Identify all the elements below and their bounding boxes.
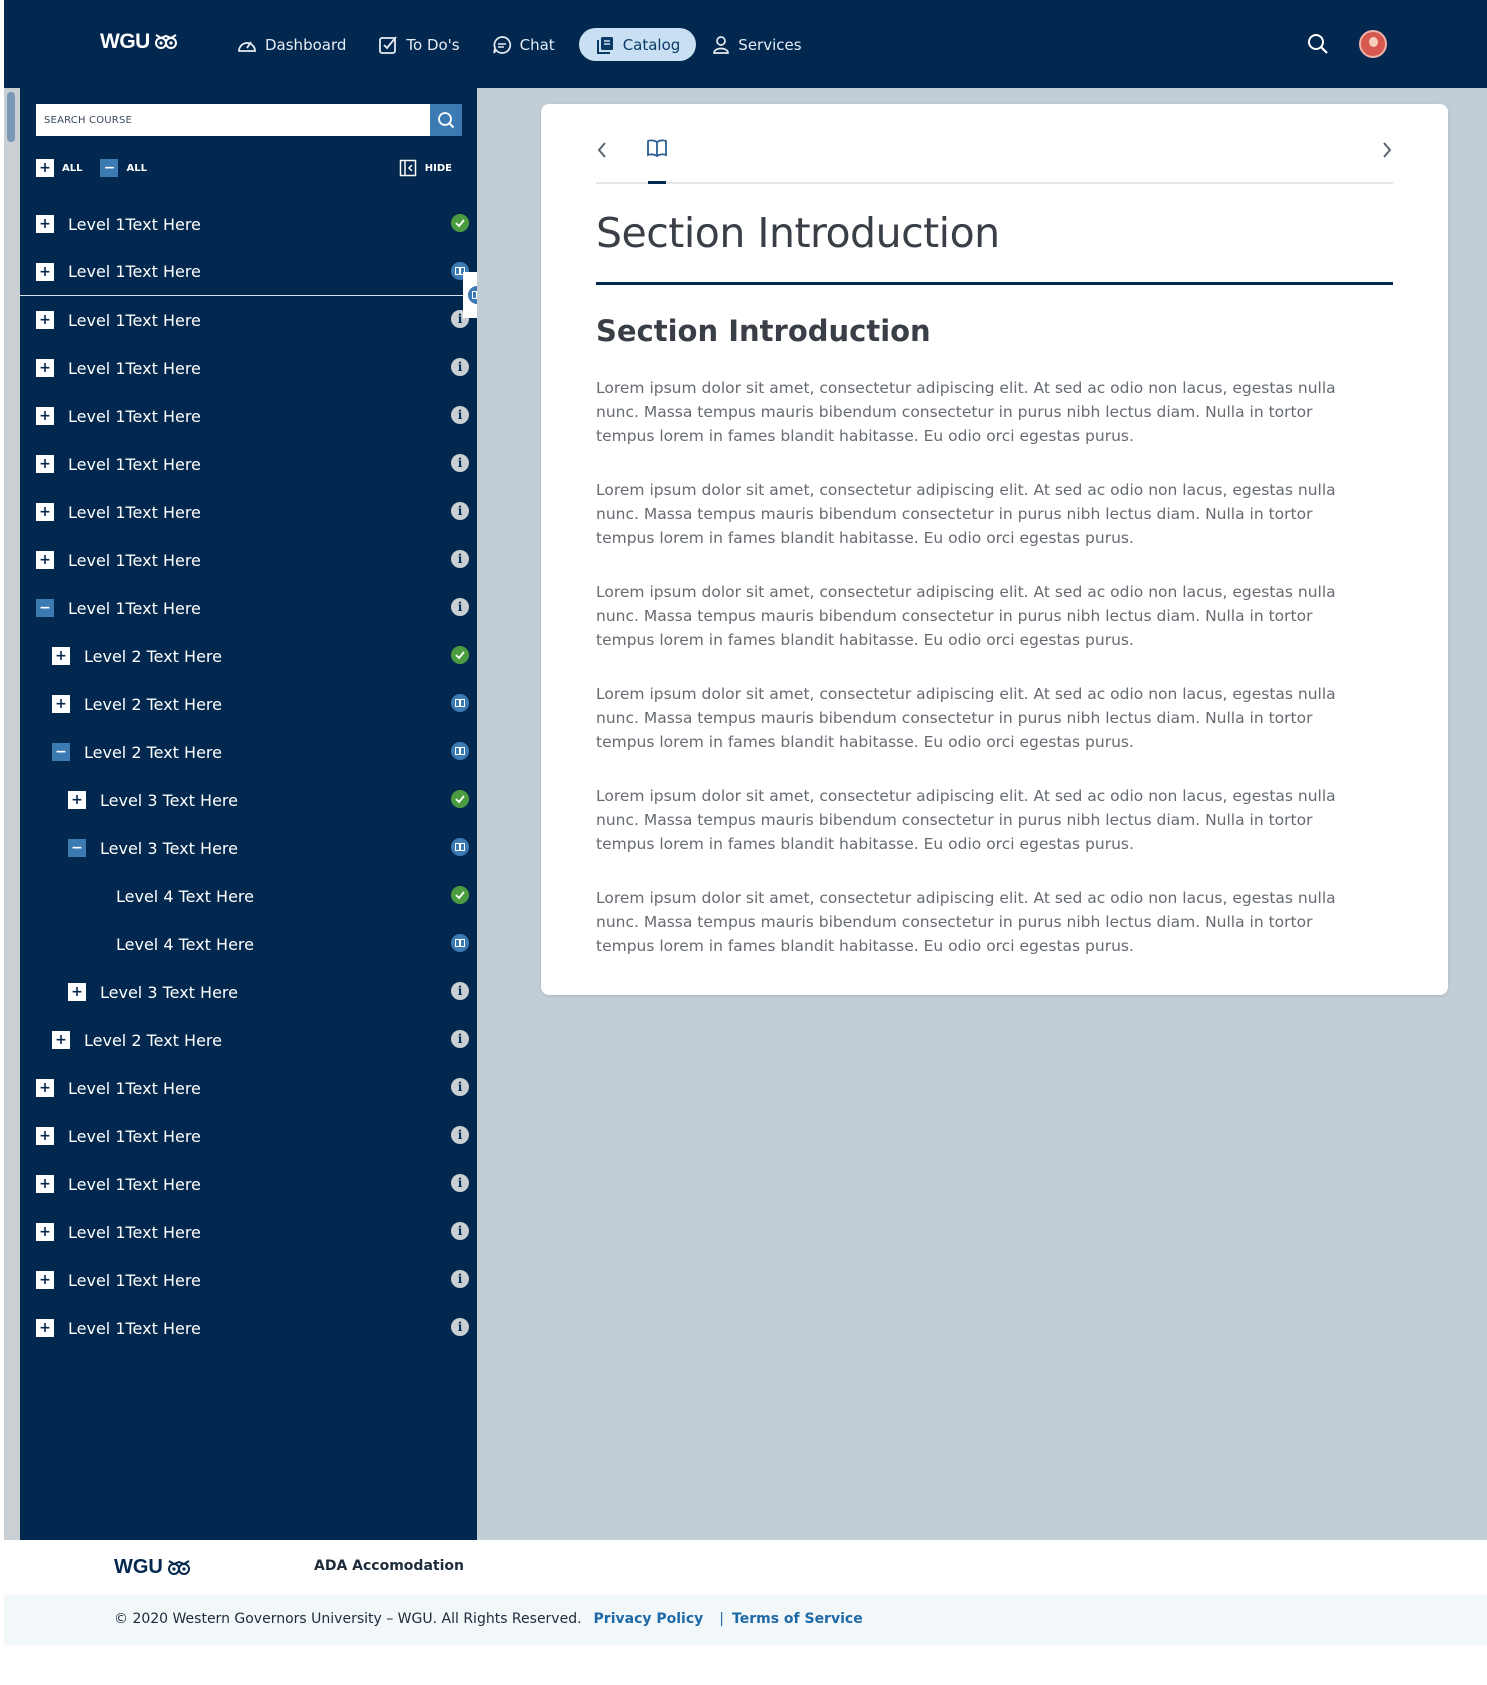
info-icon: i [451, 550, 469, 568]
course-search [36, 104, 462, 136]
info-icon: i [451, 358, 469, 376]
search-icon [437, 111, 455, 129]
title-divider [596, 282, 1393, 285]
info-icon: i [451, 982, 469, 1000]
info-icon: i [451, 1030, 469, 1048]
sidebar-scrollbar[interactable] [4, 88, 20, 1540]
hide-sidebar-button[interactable] [399, 159, 452, 177]
expand-node-icon[interactable]: + [36, 503, 54, 521]
tree-row-level-1[interactable] [20, 200, 477, 248]
expand-all-button[interactable] [36, 159, 82, 177]
tree-row-level-3[interactable] [20, 776, 477, 824]
tree-row-level-3[interactable] [20, 968, 477, 1016]
expand-node-icon[interactable]: + [36, 215, 54, 233]
nav-chat[interactable] [484, 28, 571, 61]
expand-node-icon[interactable]: + [36, 1175, 54, 1193]
nav-catalog[interactable] [579, 28, 697, 61]
panel-collapse-icon [399, 159, 417, 177]
person-icon [712, 35, 730, 55]
owl-icon [154, 33, 178, 51]
search-course-input[interactable]: SEARCH COURSE [36, 104, 430, 136]
info-icon: i [451, 406, 469, 424]
book-icon[interactable] [646, 138, 668, 158]
tree-row-label: Level 1Text Here [68, 1318, 201, 1338]
nav-dashboard-label: Dashboard [265, 35, 347, 54]
info-icon: i [451, 1318, 469, 1336]
tree-row-label: Level 2 Text Here [84, 646, 222, 666]
expand-node-icon[interactable]: + [36, 359, 54, 377]
minus-icon: − [100, 159, 118, 177]
tree-row-label: Level 1Text Here [68, 406, 201, 426]
tree-row-level-3[interactable] [20, 824, 477, 872]
tree-row-level-1[interactable] [20, 1160, 477, 1208]
logo-text: WGU [100, 30, 150, 53]
expand-node-icon[interactable]: + [36, 1319, 54, 1337]
checkbox-icon [378, 35, 398, 55]
tree-row-label: Level 1Text Here [68, 1174, 201, 1194]
info-icon: i [451, 1270, 469, 1288]
tree-row-level-1[interactable] [20, 1256, 477, 1304]
nav-services[interactable] [704, 28, 817, 61]
tree-row-label: Level 1Text Here [68, 358, 201, 378]
expand-node-icon[interactable]: + [52, 1031, 70, 1049]
info-icon: i [451, 310, 469, 328]
search-course-button[interactable] [430, 104, 462, 136]
nav-services-label: Services [738, 35, 802, 54]
complete-check-icon [451, 214, 469, 232]
tree-row-level-4[interactable] [20, 920, 477, 968]
tree-row-label: Level 1Text Here [68, 1078, 201, 1098]
tree-row-label: Level 1Text Here [68, 310, 201, 330]
info-icon: i [451, 454, 469, 472]
collapse-node-icon[interactable]: − [52, 743, 70, 761]
nav-todos[interactable] [370, 28, 475, 61]
expand-node-icon[interactable]: + [52, 695, 70, 713]
search-icon[interactable] [1307, 33, 1329, 55]
top-navigation-bar [4, 0, 1487, 88]
tree-row-label: Level 3 Text Here [100, 982, 238, 1002]
user-avatar[interactable] [1359, 30, 1387, 58]
complete-check-icon [451, 886, 469, 904]
tree-controls [36, 158, 452, 178]
tree-row-level-1[interactable] [20, 392, 477, 440]
chevron-left-icon[interactable] [596, 140, 608, 160]
expand-node-icon[interactable]: + [36, 263, 54, 281]
footer-top [4, 1540, 1487, 1595]
hide-label: HIDE [424, 162, 452, 174]
expand-node-icon[interactable]: + [68, 791, 86, 809]
book-status-icon [451, 694, 469, 712]
course-sidebar [20, 88, 477, 1540]
expand-node-icon[interactable]: + [36, 407, 54, 425]
tree-row-label: Level 1Text Here [68, 1126, 201, 1146]
wgu-logo[interactable] [100, 30, 178, 54]
nav-dashboard[interactable] [229, 28, 362, 61]
tree-row-label: Level 4 Text Here [116, 886, 254, 906]
collapse-node-icon[interactable]: − [36, 599, 54, 617]
footer-logo[interactable] [114, 1556, 191, 1579]
content-card [541, 104, 1448, 995]
copyright-line [114, 1611, 863, 1627]
chevron-right-icon[interactable] [1381, 140, 1393, 160]
body-paragraph: Lorem ipsum dolor sit amet, consectetur adipiscing elit. At sed ac odio non lacus, egestas nulla nunc. Massa tempus mauris bibendum consectetur in purus nibh lectus diam. Nulla in tortor tempus lorem in fames blandit habitasse. Eu odio orci egestas purus. [596, 787, 1336, 853]
owl-icon [167, 1559, 191, 1577]
tree-row-level-2[interactable] [20, 1016, 477, 1064]
top-right-actions [1307, 30, 1387, 58]
ada-accommodation-link[interactable]: ADA Accomodation [314, 1558, 464, 1574]
tree-row-level-1[interactable] [20, 296, 477, 344]
body-paragraph: Lorem ipsum dolor sit amet, consectetur adipiscing elit. At sed ac odio non lacus, egestas nulla nunc. Massa tempus mauris bibendum consectetur in purus nibh lectus diam. Nulla in tortor tempus lorem in fames blandit habitasse. Eu odio orci egestas purus. [596, 685, 1336, 751]
body-paragraph: Lorem ipsum dolor sit amet, consectetur adipiscing elit. At sed ac odio non lacus, egestas nulla nunc. Massa tempus mauris bibendum consectetur in purus nibh lectus diam. Nulla in tortor tempus lorem in fames blandit habitasse. Eu odio orci egestas purus. [596, 481, 1336, 547]
dashboard-icon [237, 36, 257, 54]
card-tabs [596, 130, 1393, 184]
tree-row-level-1[interactable] [20, 536, 477, 584]
expand-node-icon[interactable]: + [52, 647, 70, 665]
active-tab-indicator [648, 181, 666, 184]
expand-node-icon[interactable]: + [36, 1127, 54, 1145]
tree-row-level-1[interactable] [20, 1064, 477, 1112]
terms-of-service-link[interactable]: Terms of Service [732, 1611, 863, 1627]
tree-row-level-1[interactable] [20, 248, 477, 296]
tree-row-level-1[interactable] [20, 344, 477, 392]
tree-row-label: Level 1Text Here [68, 214, 201, 234]
complete-check-icon [451, 790, 469, 808]
body-text [596, 376, 1358, 988]
expand-node-icon[interactable]: + [36, 1271, 54, 1289]
footer-logo-text: WGU [114, 1556, 163, 1578]
info-icon: i [451, 598, 469, 616]
tree-row-level-1[interactable] [20, 1304, 477, 1352]
tree-row-level-4[interactable] [20, 872, 477, 920]
tree-row-label: Level 1Text Here [68, 502, 201, 522]
tree-row-level-2[interactable] [20, 632, 477, 680]
info-icon: i [451, 1222, 469, 1240]
body-paragraph: Lorem ipsum dolor sit amet, consectetur adipiscing elit. At sed ac odio non lacus, egestas nulla nunc. Massa tempus mauris bibendum consectetur in purus nibh lectus diam. Nulla in tortor tempus lorem in fames blandit habitasse. Eu odio orci egestas purus. [596, 379, 1336, 445]
info-icon: i [451, 502, 469, 520]
tree-row-label: Level 1Text Here [68, 454, 201, 474]
book-status-icon [451, 742, 469, 760]
section-heading: Section Introduction [596, 314, 931, 348]
course-tree [20, 200, 477, 1352]
scrollbar-thumb[interactable] [7, 92, 15, 142]
expand-node-icon[interactable]: + [36, 551, 54, 569]
collapse-node-icon[interactable]: − [68, 839, 86, 857]
page-title: Section Introduction [596, 209, 1000, 257]
tree-row-label: Level 1Text Here [68, 550, 201, 570]
plus-icon: + [36, 159, 54, 177]
tree-row-level-1[interactable] [20, 584, 477, 632]
tree-row-level-1[interactable] [20, 488, 477, 536]
tree-row-label: Level 2 Text Here [84, 1030, 222, 1050]
expand-node-icon[interactable]: + [36, 311, 54, 329]
tree-row-label: Level 2 Text Here [84, 694, 222, 714]
catalog-icon [595, 35, 615, 55]
info-icon: i [451, 1174, 469, 1192]
tree-row-label: Level 2 Text Here [84, 742, 222, 762]
main-nav [229, 28, 826, 61]
tree-row-label: Level 1Text Here [68, 1270, 201, 1290]
expand-node-icon[interactable]: + [36, 455, 54, 473]
tree-row-level-1[interactable] [20, 440, 477, 488]
expand-all-label: ALL [62, 162, 83, 174]
tree-row-level-2[interactable] [20, 728, 477, 776]
tree-row-label: Level 1Text Here [68, 262, 201, 281]
tree-row-label: Level 4 Text Here [116, 934, 254, 954]
tree-row-level-2[interactable] [20, 680, 477, 728]
tree-row-level-1[interactable] [20, 1208, 477, 1256]
footer-bottom [4, 1595, 1487, 1645]
chat-icon [492, 35, 512, 55]
nav-chat-label: Chat [519, 35, 555, 54]
collapse-all-label: ALL [126, 162, 147, 174]
collapse-all-button[interactable] [100, 159, 146, 177]
book-status-icon [451, 934, 469, 952]
info-icon: i [451, 1078, 469, 1096]
expand-node-icon[interactable]: + [36, 1223, 54, 1241]
body-paragraph: Lorem ipsum dolor sit amet, consectetur adipiscing elit. At sed ac odio non lacus, egestas nulla nunc. Massa tempus mauris bibendum consectetur in purus nibh lectus diam. Nulla in tortor tempus lorem in fames blandit habitasse. Eu odio orci egestas purus. [596, 583, 1336, 649]
footer-separator: | [719, 1611, 725, 1627]
tree-row-label: Level 3 Text Here [100, 838, 238, 858]
tree-row-label: Level 1Text Here [68, 1222, 201, 1242]
expand-node-icon[interactable]: + [36, 1079, 54, 1097]
tree-row-level-1[interactable] [20, 1112, 477, 1160]
complete-check-icon [451, 646, 469, 664]
privacy-policy-link[interactable]: Privacy Policy [593, 1611, 704, 1627]
info-icon: i [451, 1126, 469, 1144]
expand-node-icon[interactable]: + [68, 983, 86, 1001]
tree-row-label: Level 1Text Here [68, 598, 201, 618]
body-paragraph: Lorem ipsum dolor sit amet, consectetur adipiscing elit. At sed ac odio non lacus, egestas nulla nunc. Massa tempus mauris bibendum consectetur in purus nibh lectus diam. Nulla in tortor tempus lorem in fames blandit habitasse. Eu odio orci egestas purus. [596, 889, 1336, 955]
book-status-icon [451, 838, 469, 856]
nav-todos-label: To Do's [406, 35, 460, 54]
copyright-text: © 2020 Western Governors University – WGU. All Rights Reserved. [114, 1611, 582, 1627]
tree-row-label: Level 3 Text Here [100, 790, 238, 810]
nav-catalog-label: Catalog [622, 35, 681, 54]
